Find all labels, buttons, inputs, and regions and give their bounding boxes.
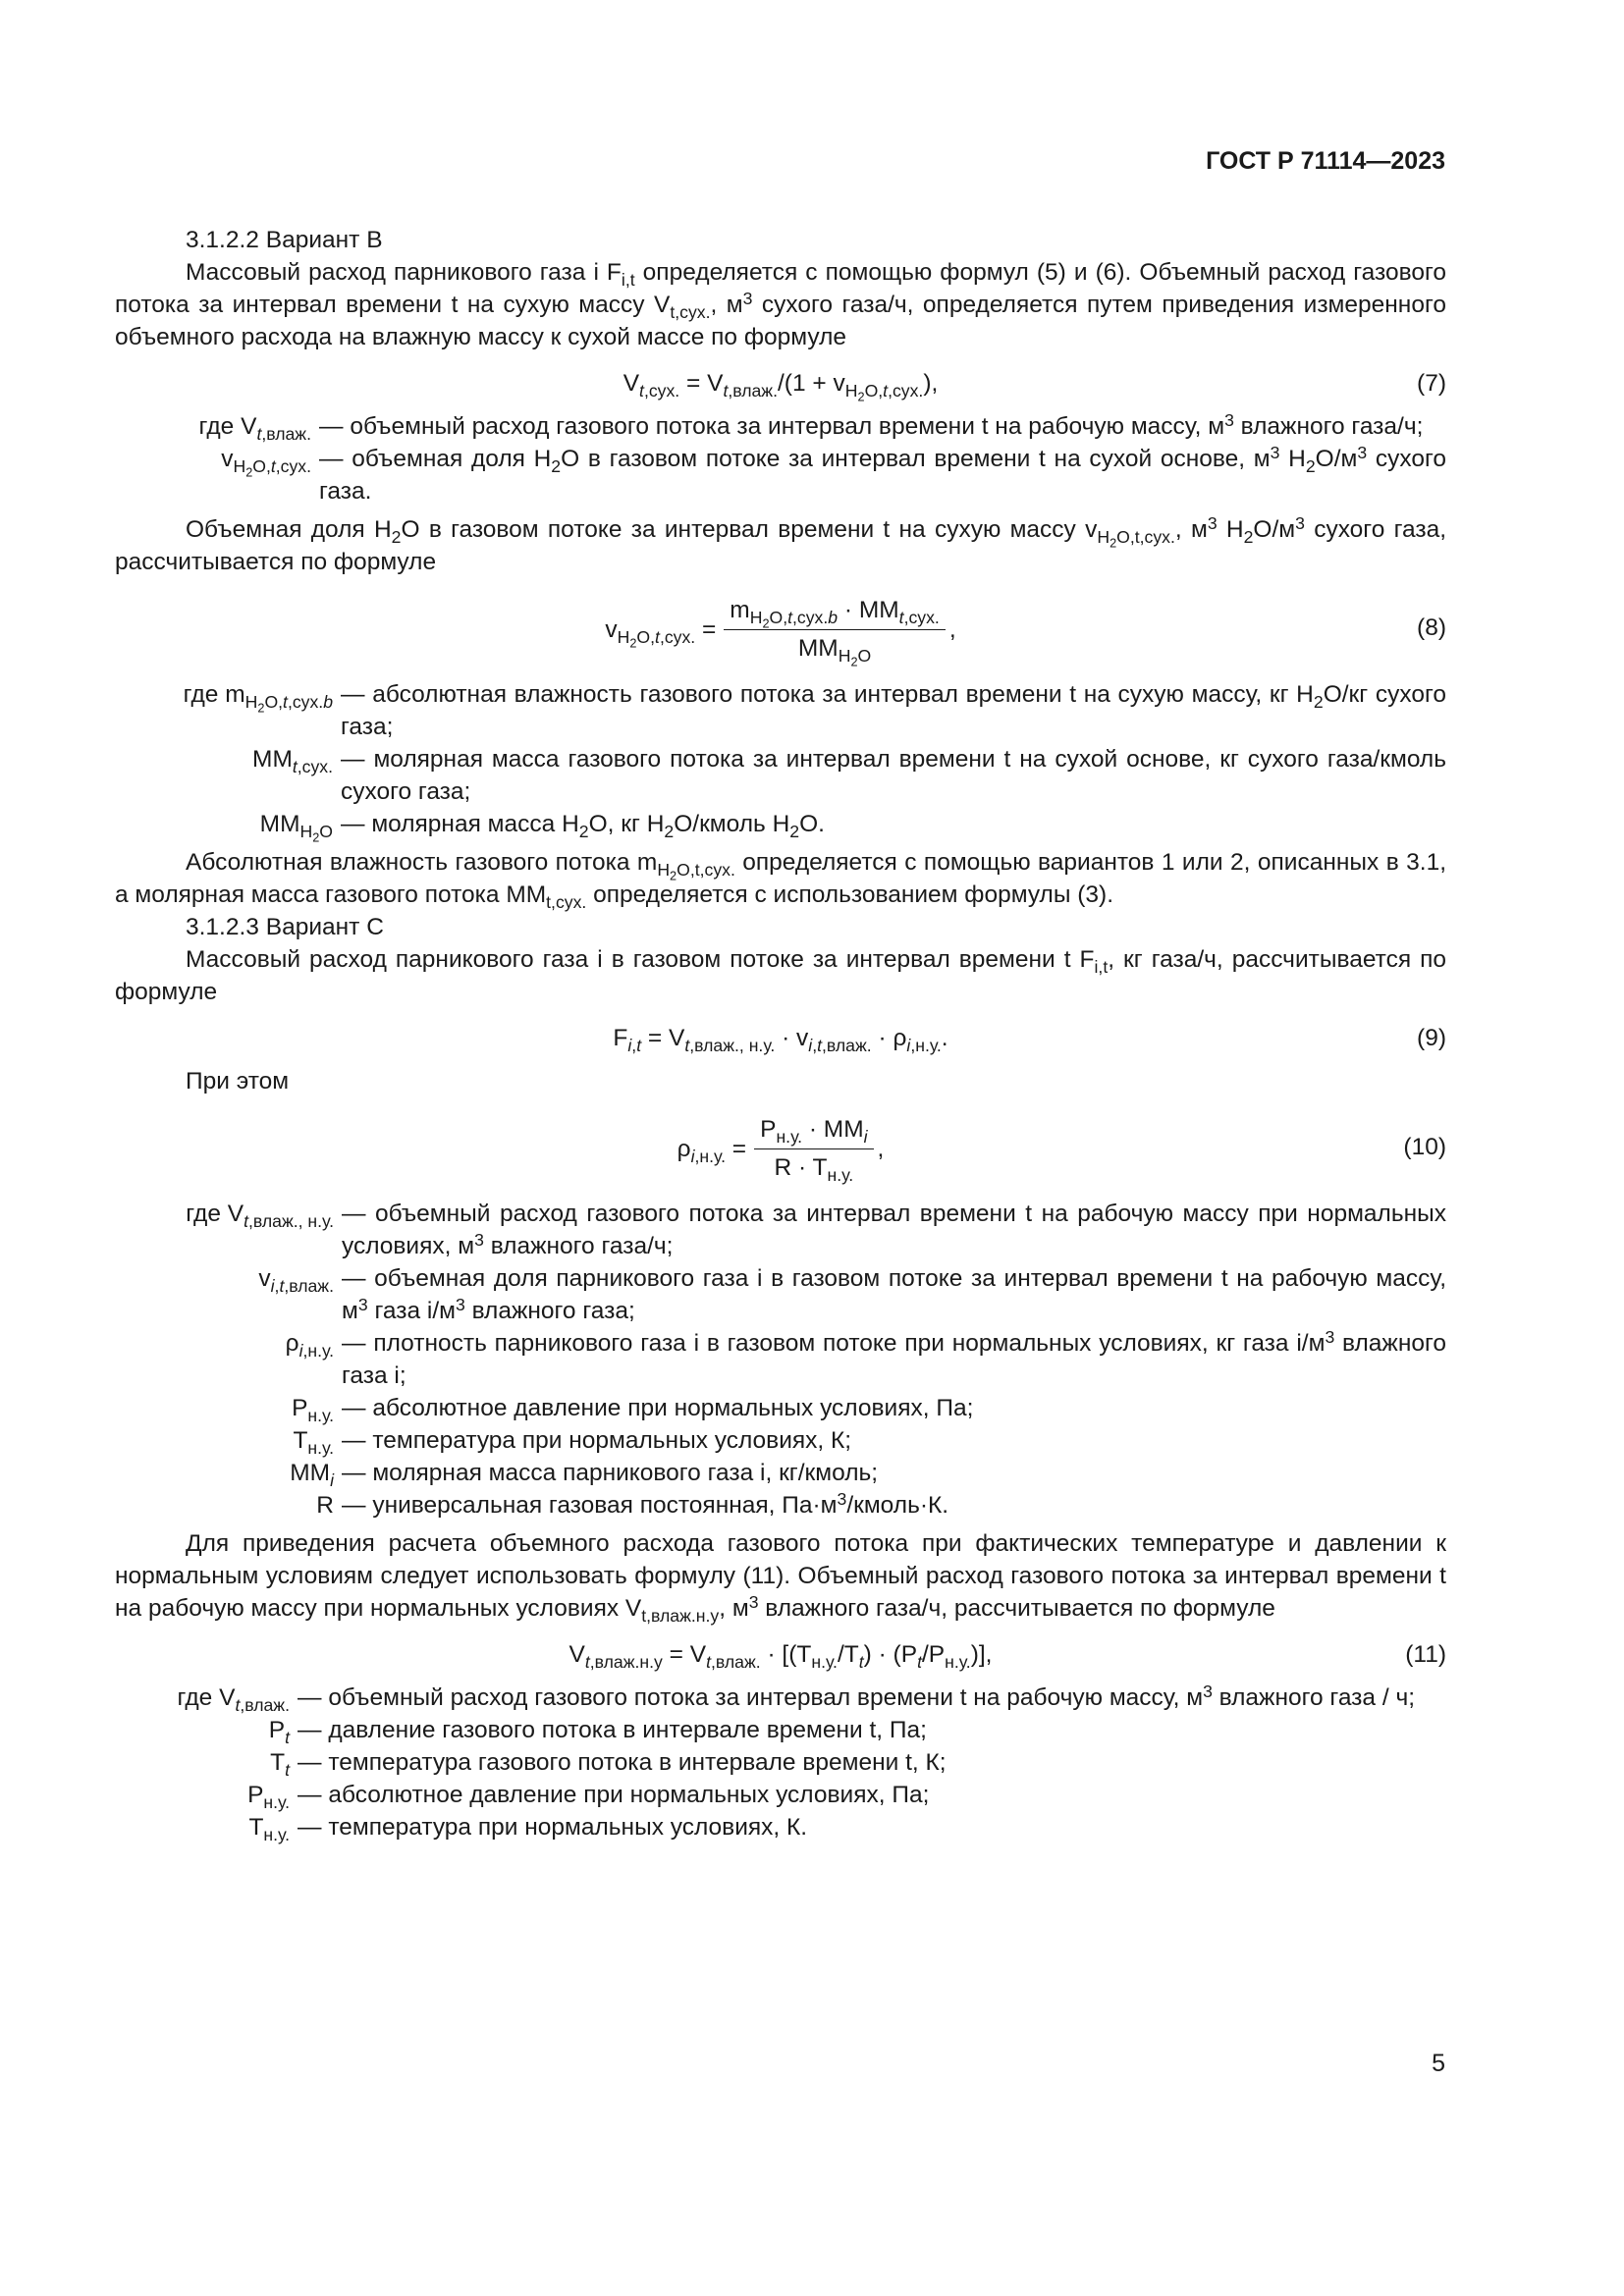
where-7-symbol-0: где $V_{t,влаж.}$ [198, 413, 311, 445]
where-10-desc-2: — плотность парникового газа i в газовом потоке при нормальных условиях, кг газа $i/м^3$ влажного газа i; [342, 1327, 1446, 1392]
where-7-desc-1: — объемная доля $H_2O$ в газовом потоке за интервал времени t на сухой основе, $м^3$ $H_2O/м^3$ сухого газа. [319, 443, 1446, 507]
formula-10-tail: , [877, 1136, 885, 1162]
where-list-7 [115, 410, 1446, 507]
where-11-symbol-2: $T_t$ [270, 1749, 290, 1781]
where-list-8 [115, 678, 1447, 845]
where-10-desc-4: — температура при нормальных условиях, К; [342, 1424, 1446, 1457]
formula-8 [115, 588, 1446, 672]
where-10-symbol-6: R [316, 1492, 334, 1519]
where-10-desc-6: — универсальная газовая постоянная, $Па\cdot м^3/кмоль\cdot К$. [342, 1489, 1446, 1522]
paragraph-absolute-humidity: Абсолютная влажность газового потока $m_{H_2O,t,сух.}$ определяется с помощью вариантов 1 или 2, описанных в 3.1, а молярная масса газового потока $MM_{t,сух.}$ определяется с использованием формулы (3). [115, 849, 1447, 913]
formula-7-number: (7) [1417, 370, 1446, 397]
where-list-11 [115, 1682, 1446, 1843]
where-7-desc-0: — объемный расход газового потока за интервал времени t на рабочую массу, $м^3$ влажного газа/ч; [319, 410, 1446, 443]
where-10-desc-0: — объемный расход газового потока за интервал времени t на рабочую массу при нормальных условиях, $м^3$ влажного газа/ч; [342, 1198, 1446, 1262]
formula-10-denominator: $R \cdot T_{н.у.}$ [774, 1154, 854, 1186]
formula-7-expression: $V_{t,сух.} = V_{t,влаж.}/(1 + v_{H_2O,t,сух.})$, [623, 370, 939, 404]
where-8-desc-2: — молярная масса $H_2O$, кг $H_2O$/кмоль $H_2O$. [341, 808, 1446, 840]
formula-8-lhs: $v_{H_2O,t,сух.}$ = [605, 616, 717, 651]
where-8-symbol-1: $MM_{t,сух.}$ [252, 746, 333, 777]
where-10-symbol-4: $T_{н.у.}$ [293, 1427, 334, 1459]
formula-9-number: (9) [1417, 1025, 1446, 1051]
formula-10 [115, 1107, 1446, 1192]
where-7-symbol-1: $v_{H_2O,t,сух.}$ [221, 446, 311, 480]
formula-8-denominator: $MM_{H_2O}$ [797, 635, 872, 669]
formula-9-expression: $F_{i,t} = V_{t,влаж., н.у.} \cdot v_{i,t,влаж.} \cdot \rho_{i,н.у.}$. [613, 1025, 948, 1056]
where-11-symbol-0: где $V_{t,влаж.}$ [177, 1684, 290, 1716]
where-10-symbol-5: $MM_i$ [290, 1460, 334, 1491]
section-title-variant-b: 3.1.2.2 Вариант В [186, 227, 383, 253]
where-11-desc-1: — давление газового потока в интервале времени t, Па; [298, 1714, 1446, 1746]
where-10-symbol-0: где $V_{t,влаж., н.у.}$ [186, 1201, 334, 1232]
where-11-desc-2: — температура газового потока в интервале времени t, К; [298, 1746, 1446, 1779]
formula-11-number: (11) [1405, 1641, 1446, 1668]
where-8-symbol-2: $MM_{H_2O}$ [259, 811, 333, 845]
paragraph-normal-conditions: Для приведения расчета объемного расхода газового потока при фактических температуре и давлении к нормальным условиям следует использовать формулу (11). Объемный расход газового потока за интервал времени t на рабочую массу при нормальных условиях $V_{t,влаж.н.у}$, $м^3$ влажного газа/ч, рассчитывается по формуле [115, 1530, 1446, 1627]
where-10-symbol-1: $v_{i,t,влаж.}$ [258, 1265, 334, 1297]
formula-8-numerator: $m_{H_2O,t,сух.b} \cdot MM_{t,сух.}$ [724, 594, 946, 630]
formula-8-number: (8) [1417, 614, 1446, 641]
where-10-desc-5: — молярная масса парникового газа i, кг/кмоль; [342, 1457, 1446, 1489]
section-title-variant-c: 3.1.2.3 Вариант С [186, 914, 384, 940]
formula-8-fraction [724, 594, 946, 669]
where-10-symbol-2: $\rho_{i,н.у.}$ [285, 1330, 334, 1362]
formula-10-fraction [754, 1113, 873, 1185]
where-10-desc-3: — абсолютное давление при нормальных условиях, Па; [342, 1392, 1446, 1424]
page-content [115, 224, 1446, 1843]
where-10-desc-1: — объемная доля парникового газа i в газовом потоке за интервал времени t на рабочую массу, $м^3$ газа $i/м^3$ влажного газа; [342, 1262, 1446, 1327]
where-11-symbol-4: $T_{н.у.}$ [248, 1814, 290, 1845]
paragraph-h2o-fraction: Объемная доля $H_2O$ в газовом потоке за интервал времени t на сухую массу $v_{H_2O,t,сух.}$, $м^3$ $H_2O/м^3$ сухого газа, рассчитывается по формуле [115, 513, 1447, 575]
where-8-desc-0: — абсолютная влажность газового потока за интервал времени t на сухую массу, кг $H_2O/кг$ сухого газа; [341, 678, 1446, 743]
formula-10-number: (10) [1403, 1134, 1446, 1160]
paragraph-variant-c-intro: Массовый расход парникового газа i в газовом потоке за интервал времени t $F_{i,t}$, кг газа/ч, рассчитывается по формуле [115, 946, 1446, 1005]
page-number: 5 [1432, 2050, 1445, 2077]
where-list-10 [115, 1198, 1446, 1522]
formula-7 [115, 361, 1446, 404]
formula-10-lhs: $\rho_{i,н.у.}$ = [677, 1136, 747, 1167]
where-11-symbol-1: $P_t$ [268, 1717, 290, 1748]
formula-8-tail: , [948, 616, 956, 643]
where-8-symbol-0: где $m_{H_2O,t,сух.b}$ [183, 681, 333, 716]
formula-9 [115, 1016, 1446, 1059]
paragraph-variant-b-intro: Массовый расход парникового газа i $F_{i,t}$ определяется с помощью формул (5) и (6). Объемный расход газового потока за интервал времени t на сухую массу $V_{t,сух.}$, $м^3$ сухого газа/ч, определяется путем приведения измеренного объемного расхода на влажную массу к сухой массе по формуле [115, 259, 1446, 350]
formula-11 [115, 1632, 1446, 1676]
formula-11-expression: $V_{t,влаж.н.у} = V_{t,влаж.} \cdot [(T_{н.у.}/T_t) \cdot (P_t/P_{н.у.})]$, [568, 1641, 993, 1673]
where-11-desc-4: — температура при нормальных условиях, К. [298, 1811, 1446, 1843]
where-11-symbol-3: $P_{н.у.}$ [247, 1782, 290, 1813]
where-11-desc-3: — абсолютное давление при нормальных условиях, Па; [298, 1779, 1446, 1811]
formula-10-numerator: $P_{н.у.} \cdot MM_i$ [754, 1113, 873, 1149]
where-10-symbol-3: $P_{н.у.}$ [292, 1395, 334, 1426]
standard-code-header: ГОСТ Р 71114—2023 [1206, 147, 1445, 175]
where-8-desc-1: — молярная масса газового потока за интервал времени t на сухой основе, кг сухого газа/кмоль сухого газа; [341, 743, 1446, 808]
where-11-desc-0: — объемный расход газового потока за интервал времени t на рабочую массу, $м^3$ влажного газа / ч; [298, 1682, 1446, 1714]
paragraph-pri-etom: При этом [186, 1068, 290, 1095]
